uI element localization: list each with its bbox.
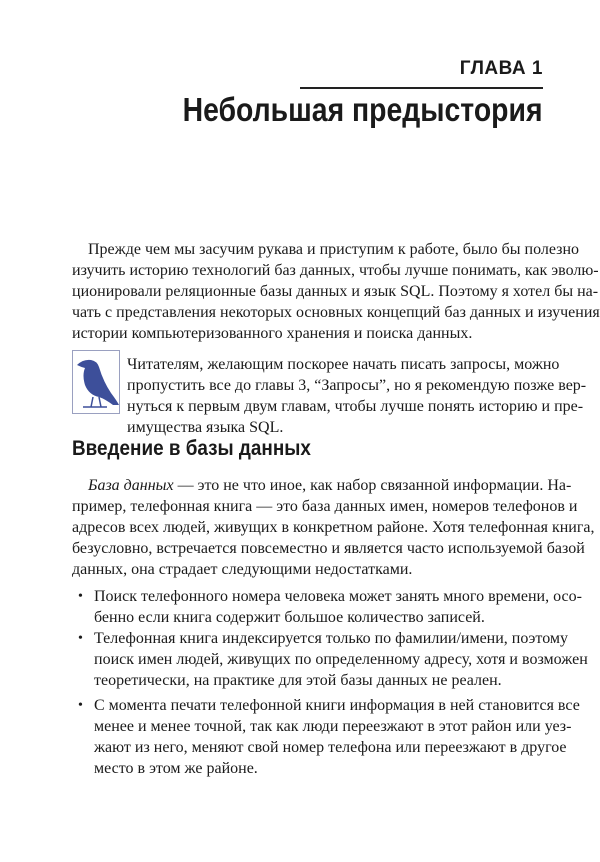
text-line: поиск имен людей, живущих по определенному адресу, хотя и возможен <box>94 651 588 668</box>
text-line: С момента печати телефонной книги информация в ней становится все <box>94 697 580 714</box>
chapter-label: ГЛАВА 1 <box>459 58 543 79</box>
bullet-icon: • <box>78 631 83 646</box>
text-line: данных, она страдает следующими недостатками. <box>72 561 413 578</box>
chapter-title: Небольшая предыстория <box>183 91 543 128</box>
text-line <box>72 475 572 496</box>
text-line: ционировали реляционные базы данных и язык SQL. Поэтому я хотел бы на- <box>72 283 599 300</box>
text-line: адресов всех людей, живущих в конкретном районе. Хотя телефонная книга, <box>72 519 595 536</box>
text-line: имущества языка SQL. <box>127 419 284 436</box>
bullet-item <box>72 628 588 691</box>
bullet-item <box>72 695 580 779</box>
text-line: изучить историю технологий баз данных, чтобы лучше понимать, как эволю- <box>72 262 599 279</box>
crow-icon <box>72 350 120 414</box>
section-paragraph <box>72 475 595 580</box>
text-line: место в этом же районе. <box>94 760 258 777</box>
text-line: жают из него, меняют свой номер телефона или переезжают в другое <box>94 739 567 756</box>
bullet-icon: • <box>78 698 83 713</box>
text-line: истории компьютеризованного хранения и поиска данных. <box>72 325 473 342</box>
text-line: пример, телефонная книга — это база данных имен, номеров телефонов и <box>72 498 578 515</box>
text-line: Прежде чем мы засучим рукава и приступим к работе, было бы полезно <box>88 241 580 258</box>
text-line: Поиск телефонного номера человека может занять много времени, осо- <box>94 588 582 605</box>
text-line: Читателям, желающим поскорее начать писать запросы, можно <box>127 356 560 373</box>
chapter-rule <box>300 87 543 89</box>
text-line: теоретически, на практике для этой базы данных не реален. <box>94 672 502 689</box>
text-span: — это не что иное, как набор связанной информации. На- <box>173 477 572 494</box>
section-heading: Введение в базы данных <box>72 437 311 460</box>
text-line: нуться к первым двум главам, чтобы лучше понять историю и пре- <box>127 398 584 415</box>
text-line: менее и менее точной, так как люди переезжают в этот район или уез- <box>94 718 572 735</box>
text-line: чать с представления некоторых основных концепций баз данных и изучения <box>72 304 600 321</box>
text-line: Телефонная книга индексируется только по фамилии/имени, поэтому <box>94 630 569 647</box>
intro-paragraph <box>72 239 600 344</box>
italic-term: База данных <box>88 477 174 494</box>
bullet-icon: • <box>78 589 83 604</box>
text-line: бенно если книга содержит большое количество записей. <box>94 609 485 626</box>
bullet-item <box>72 586 582 628</box>
text-line: безусловно, встречается повсеместно и является часто используемой базой <box>72 540 585 557</box>
text-line: пропустить все до главы 3, “Запросы”, но я рекомендую позже вер- <box>127 377 587 394</box>
tip-note <box>127 354 587 438</box>
